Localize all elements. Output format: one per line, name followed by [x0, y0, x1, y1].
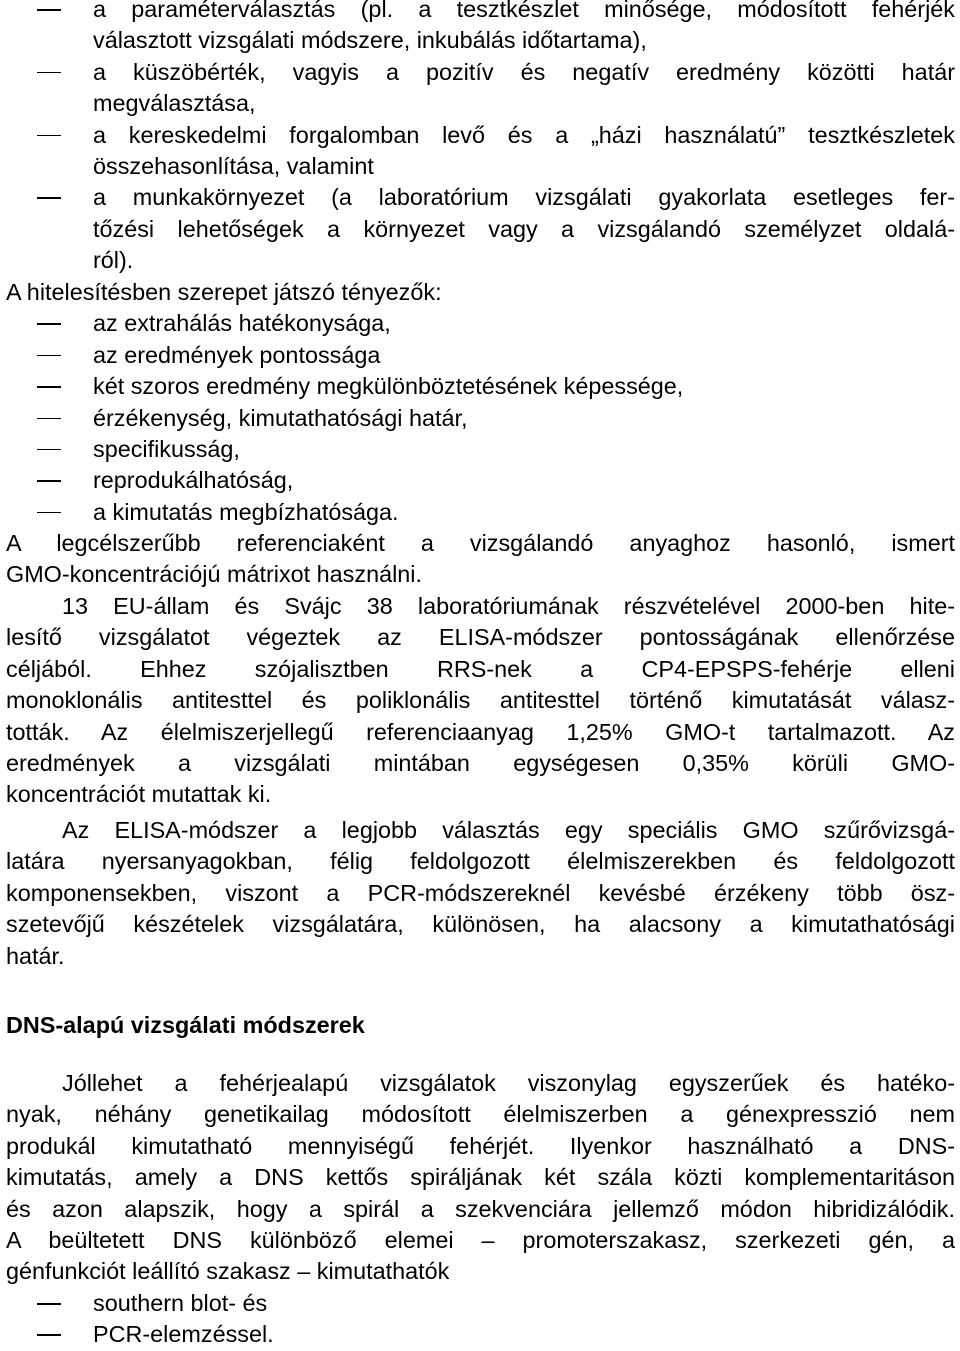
section-heading-block	[6, 1010, 955, 1041]
dash-bullet-icon	[37, 355, 61, 357]
list-item: southern blot- és	[6, 1288, 955, 1319]
paragraph-line: Jóllehet a fehérjealapú vizsgálatok viszonylag egyszerűek és hatéko-	[62, 1070, 955, 1096]
list-item: az extrahálás hatékonysága,	[6, 308, 955, 339]
dash-bullet-icon	[37, 386, 61, 388]
reference-paragraph	[6, 528, 955, 591]
methods-list	[6, 1288, 955, 1351]
paragraph-line: produkál kimutatható mennyiségű fehérjét. Ilyenkor használható a DNS-	[6, 1132, 955, 1159]
list-item: a küszöbérték, vagyis a pozitív és negatív eredmény közötti határ	[6, 57, 955, 88]
dash-bullet-icon	[37, 512, 61, 514]
paragraph-line: Az ELISA-módszer a legjobb választás egy speciális GMO szűrővizsgá-	[62, 817, 955, 843]
elisa-paragraph	[6, 815, 955, 972]
factors-intro: A hitelesítésben szerepet játszó tényezők:	[6, 279, 442, 305]
dash-bullet-icon	[37, 1303, 61, 1305]
list-item: a kimutatás megbízhatósága.	[6, 497, 955, 528]
paragraph-line: latára nyersanyagokban, félig feldolgozott élelmiszerekben és feldolgozott	[6, 848, 955, 875]
paragraph-line: A beültetett DNS különböző elemei – promoterszakasz, szerkezeti gén, a	[6, 1226, 955, 1253]
list-item: két szoros eredmény megkülönböztetésének képessége,	[6, 371, 955, 402]
paragraph-line: A legcélszerűbb referenciaként a vizsgálandó anyaghoz hasonló, ismert	[6, 530, 955, 556]
dash-bullet-icon	[37, 135, 61, 137]
list-item-continuation: összehasonlítása, valamint	[93, 152, 374, 179]
eu-validation-paragraph	[6, 591, 955, 811]
paragraph-line: lesítő vizsgálatot végeztek az ELISA-módszer pontosságának ellenőrzése	[6, 624, 955, 651]
paragraph-line: szetevőjű készételek vizsgálatára, különösen, ha alacsony a kimutathatósági	[6, 911, 955, 938]
dash-bullet-icon	[37, 449, 61, 451]
list-item: specifikusság,	[6, 434, 955, 465]
paragraph-line: kimutatás, amely a DNS kettős spiráljának két szála közti komplementaritáson	[6, 1164, 955, 1191]
list-item: reprodukálhatóság,	[6, 465, 955, 496]
list-item-continuation: megválasztása,	[93, 90, 256, 117]
paragraph-line: koncentrációt mutattak ki.	[6, 781, 272, 808]
paragraph-line: és azon alapszik, hogy a spirál a szekvenciára jellemző módon hibridizálódik.	[6, 1195, 955, 1222]
dna-paragraph	[6, 1068, 955, 1288]
dash-bullet-icon	[37, 197, 61, 199]
list-item: érzékenység, kimutathatósági határ,	[6, 403, 955, 434]
list-item: PCR-elemzéssel.	[6, 1319, 955, 1350]
section-heading: DNS-alapú vizsgálati módszerek	[6, 1012, 365, 1038]
list-item: a kereskedelmi forgalomban levő és a „házi használatú” tesztkészletek	[6, 120, 955, 151]
list-item: az eredmények pontossága	[6, 340, 955, 371]
paragraph-line: GMO-koncentrációjú mátrixot használni.	[6, 561, 422, 588]
dash-bullet-icon	[37, 72, 61, 74]
paragraph-line: monoklonális antitesttel és poliklonális antitesttel történő kimutatását válasz-	[6, 687, 955, 714]
paragraph-line: céljából. Ehhez szójalisztben RRS-nek a CP4-EPSPS-fehérje elleni	[6, 655, 955, 682]
paragraph-line: határ.	[6, 942, 65, 969]
validation-factors	[6, 277, 955, 528]
paragraph-line: eredmények a vizsgálati mintában egységesen 0,35% körüli GMO-	[6, 749, 955, 776]
list-item: a paraméterválasztás (pl. a tesztkészlet minősége, módosított fehérjék	[6, 0, 955, 25]
list-item-continuation: választott vizsgálati módszere, inkubálás időtartama),	[93, 27, 647, 54]
parameter-list	[6, 0, 955, 277]
paragraph-line: génfunkciót leállító szakasz – kimutathatók	[6, 1258, 450, 1285]
paragraph-line: tották. Az élelmiszerjellegű referenciaanyag 1,25% GMO-t tartalmazott. Az	[6, 718, 955, 745]
dash-bullet-icon	[37, 480, 61, 482]
dash-bullet-icon	[37, 9, 61, 11]
paragraph-line: nyak, néhány genetikailag módosított élelmiszerben a génexpresszió nem	[6, 1101, 955, 1128]
paragraph-line: 13 EU-állam és Svájc 38 laboratóriumának részvételével 2000-ben hite-	[62, 593, 955, 619]
dash-bullet-icon	[37, 1334, 61, 1336]
dash-bullet-icon	[37, 323, 61, 325]
list-item-continuation: ról).	[93, 247, 134, 274]
list-item: a munkakörnyezet (a laboratórium vizsgálati gyakorlata esetleges fer-	[6, 182, 955, 213]
paragraph-line: komponensekben, viszont a PCR-módszereknél kevésbé érzékeny több ösz-	[6, 879, 955, 906]
dash-bullet-icon	[37, 418, 61, 420]
list-item-continuation: tőzési lehetőségek a környezet vagy a vizsgálandó személyzet oldalá-	[93, 215, 955, 242]
